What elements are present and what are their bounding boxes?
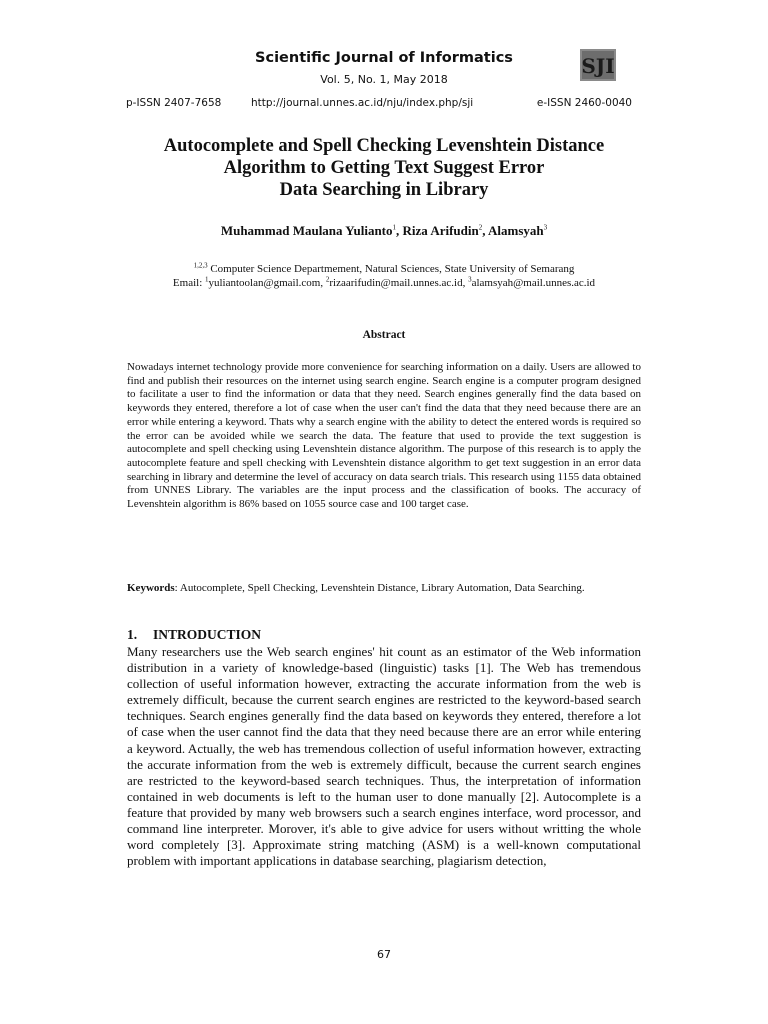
author-separator: , xyxy=(482,223,489,238)
title-line: Algorithm to Getting Text Suggest Error xyxy=(223,158,545,178)
author-affiliation-mark: 3 xyxy=(543,223,548,232)
email-address[interactable]: rizaarifudin@mail.unnes.ac.id xyxy=(329,277,463,289)
introduction-text: Many researchers use the Web search engines' hit count as an estimator of the Web information distribution in a variety of knowledge-based (linguistic) tasks [1]. The Web has tremendous collection of useful information however, extracting the accurate information from the web is extremely difficult, because the current search engines are restricted to the keyword-based search techniques. Search engines generally find the data based on keywords they entered, therefore a lot of case when the user cannot find the data that they need because there are an error while entering a keyword. Actually, the web has tremendous collection of useful information however, extracting the accurate information from the web is extremely difficult, because the current search engines are restricted to the keyword-based search techniques. Thus, the interpretation of information contained in web documents is left to the human user to done manually [2]. Autocomplete is a feature that provided by many web browsers such a search engines interface, word processor, and command line interpreter. Morover, it's able to give advice for users without writting the whole word completely [3]. Approximate string matching (ASM) is a well-known computational problem with important applications in database searching, plagiarism detection, xyxy=(127,644,641,869)
email-mark: 2 xyxy=(325,275,330,284)
author-name: Riza Arifudin xyxy=(402,223,479,238)
email-address[interactable]: alamsyah@mail.unnes.ac.id xyxy=(471,277,596,289)
journal-logo-text: SJI xyxy=(581,54,615,78)
paper-title xyxy=(100,135,668,201)
author-separator: , xyxy=(396,223,403,238)
author-list xyxy=(0,223,768,239)
author-name: Muhammad Maulana Yulianto xyxy=(220,223,393,238)
page-number: 67 xyxy=(377,948,391,961)
author-affiliation-mark: 2 xyxy=(478,223,483,232)
e-issn: e-ISSN 2460-0040 xyxy=(536,97,632,109)
email-mark: 1 xyxy=(205,275,209,284)
keywords-label: Keywords xyxy=(127,582,175,594)
affiliation-block xyxy=(0,262,768,290)
email-address[interactable]: yuliantoolan@gmail.com xyxy=(208,277,321,289)
issn-row xyxy=(126,97,632,111)
author-name: Alamsyah xyxy=(488,223,544,238)
title-line: Data Searching in Library xyxy=(279,180,489,200)
title-line: Autocomplete and Spell Checking Levenshtein Distance xyxy=(163,136,605,156)
abstract-heading: Abstract xyxy=(362,329,406,341)
keywords-text: : Autocomplete, Spell Checking, Levenshtein Distance, Library Automation, Data Searching. xyxy=(174,582,585,594)
abstract-text: Nowadays internet technology provide more convenience for searching information on a daily. Users are allowed to find and publish their resources on the internet using search engine. Search engine is a computer program designed to facilitate a user to find the information or data that they need. Search engines generally find the data based on keywords they entered, therefore a lot of case when the user can't find the data that they need because there are an error while entering a keyword. Thats why a search engine with the ability to detect the entered words is required so the error can be avoided while we search the data. The feature that used to provide the text suggestion is autocomplete and spell checking using Levenshtein distance algorithm. The purpose of this research is to apply the autocomplete feature and spell checking with Levenshtein distance algorithm to get text suggestion in an error data searching in library and determine the level of accuracy on data search trials. This research using 1155 data obtained from UNNES Library. The variables are the input process and the classification of books. The accuracy of Levenshtein algorithm is 86% based on 1055 source case and 100 target case. xyxy=(127,361,641,511)
journal-url[interactable]: http://journal.unnes.ac.id/nju/index.php/sji xyxy=(251,97,474,109)
section-title: INTRODUCTION xyxy=(153,627,262,642)
affiliation-text: Computer Science Departmement, Natural Sciences, State University of Semarang xyxy=(207,263,575,275)
email-separator: , xyxy=(462,277,469,289)
keywords xyxy=(127,582,641,596)
email-line xyxy=(0,276,768,290)
journal-issue: Vol. 5, No. 1, May 2018 xyxy=(320,73,448,86)
affiliation-mark: 1,2,3 xyxy=(193,261,208,270)
email-prefix: Email: xyxy=(172,277,205,289)
journal-logo xyxy=(580,49,616,81)
email-separator: , xyxy=(320,277,326,289)
journal-name: Scientific Journal of Informatics xyxy=(255,50,513,66)
section-number: 1. xyxy=(127,627,138,642)
section-heading xyxy=(127,627,261,643)
email-mark: 3 xyxy=(468,275,472,284)
affiliation-line xyxy=(0,262,768,276)
author-affiliation-mark: 1 xyxy=(392,223,397,232)
p-issn: p-ISSN 2407-7658 xyxy=(126,97,222,109)
